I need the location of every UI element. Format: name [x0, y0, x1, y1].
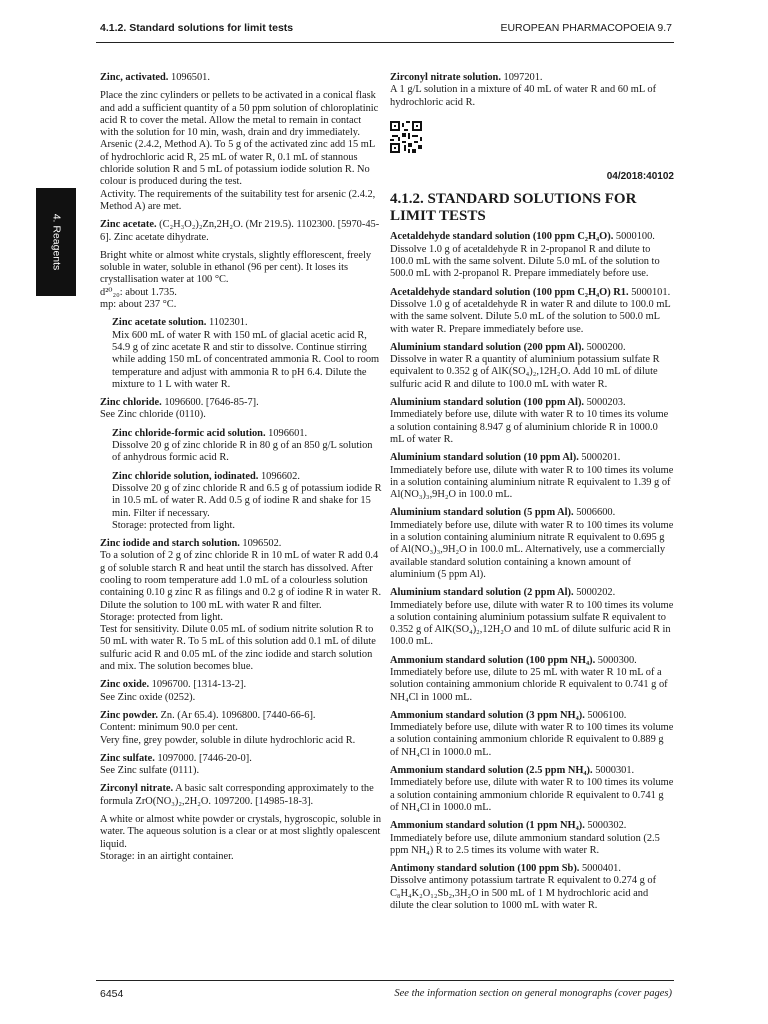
footer-rule — [96, 980, 674, 981]
reagent-entry-heading — [390, 587, 674, 599]
section-thumb-tab — [36, 188, 76, 296]
reagent-entry-text: Immediately before use, dilute ammonium standard solution (2.5 ppm NH₄) R to 2.5 times its volume with water R. — [390, 832, 660, 856]
reagent-code: 5000202. — [573, 587, 616, 599]
reagent-name: Antimony standard solution (100 ppm Sb). — [390, 863, 580, 875]
running-header-publication: EUROPEAN PHARMACOPOEIA 9.7 — [500, 22, 672, 34]
reagent-entry-heading — [100, 710, 382, 722]
reagent-entry-text: Dissolve 1.0 g of acetaldehyde R in water R and dilute to 100.0 mL with the same solvent. Dilute 5.0 mL of the solution to 500.0 mL with water R. Prepare immediately before use. — [390, 298, 671, 335]
reagent-code: 1096601. — [265, 427, 308, 439]
reagent-entry-text: Storage: protected from light. — [112, 519, 235, 531]
reagent-name: Ammonium standard solution (2.5 ppm NH₄). — [390, 765, 593, 777]
reagent-entry-text: Storage: protected from light. — [100, 611, 223, 623]
reagent-name: Aluminium standard solution (5 ppm Al). — [390, 507, 574, 519]
reagent-entry-text: Immediately before use, dilute with water R to 100 times its volume in a solution containing aluminium nitrate R equivalent to 1.39 g of Al(NO₃)₃,9H₂O in 100.0 mL. — [390, 464, 674, 501]
reagent-entry-text: Dissolve 20 g of zinc chloride R and 6.5 g of potassium iodide R in 10.5 mL of water R. Add 0.5 g of iodine R and shake for 15 min. Filter if necessary. — [112, 482, 382, 519]
reagent-name: Aluminium standard solution (100 ppm Al). — [390, 397, 585, 409]
reagent-entry-text: See Zinc oxide (0252). — [100, 691, 196, 703]
reagent-code: 5000401. — [579, 863, 621, 875]
reagent-entry-text: Very fine, grey powder, soluble in dilute hydrochloric acid R. — [100, 734, 356, 746]
reagent-code: 1096502. — [239, 538, 282, 550]
reagent-code: 5006100. — [584, 709, 627, 721]
reagent-code: 5000301. — [592, 765, 635, 777]
reagent-name: Zinc oxide. — [100, 679, 150, 691]
reagent-code: 1097201. — [500, 72, 543, 83]
reagent-code: 5000201. — [578, 452, 621, 464]
reagent-name: Zinc, activated. — [100, 72, 169, 83]
reagent-entry-text: Dissolve antimony potassium tartrate R equivalent to 0.274 g of C₈H₄K₂O₁₂Sb₂,3H₂O in 500 mL of 1 M hydrochloric acid and dilute the clear solution to 1000 mL with water R. — [390, 875, 657, 912]
reagent-entry-heading — [100, 753, 382, 765]
section-heading: 4.1.2. STANDARD SOLUTIONS FOR LIMIT TESTS — [390, 191, 637, 225]
reagent-entry-heading — [390, 863, 674, 875]
reagent-code: 5000100. — [613, 231, 655, 243]
reagent-entry-text: Dissolve in water R a quantity of aluminium potassium sulfate R equivalent to 0.352 g of AlK(SO₄)₂,12H₂O. Add 10 mL of dilute sulfuric acid R and dilute to 100.0 mL with water R. — [390, 354, 660, 390]
reagent-name: Ammonium standard solution (1 ppm NH₄). — [390, 820, 585, 832]
reagent-entry-heading — [390, 72, 674, 84]
reagent-entry-text: Test for sensitivity. Dilute 0.05 mL of sodium nitrite solution R to 50 mL with water R. To 5 mL of this solution add 0.1 mL of dilute sulfuric acid R and 0.05 mL of the zinc iodide and starch solution and mix. The solution becomes blue. — [100, 624, 376, 673]
reagent-entry-text: See Zinc sulfate (0111). — [100, 765, 200, 777]
reagent-entry-text: Arsenic (2.4.2, Method A). To 5 g of the activated zinc add 15 mL of hydrochloric acid R, 25 mL of water R, 0.1 mL of stannous chloride solution R and 5 mL of potassium iodide solution R. No colour is produced during the test. — [100, 139, 375, 188]
reagent-entry-heading — [100, 428, 382, 440]
reagent-entry-heading — [390, 397, 674, 409]
reagent-entry-heading — [390, 820, 674, 832]
reagent-name: Zinc sulfate. — [100, 752, 155, 764]
section-thumb-label: 4. Reagents — [50, 213, 62, 271]
reagent-name: Acetaldehyde standard solution (100 ppm C₂H₄O). — [390, 231, 614, 243]
reagent-name: Zirconyl nitrate solution. — [390, 72, 501, 83]
reagent-name: Ammonium standard solution (3 ppm NH₄). — [390, 709, 585, 721]
reagent-name: Ammonium standard solution (100 ppm NH₄). — [390, 654, 596, 666]
reagent-entry-heading — [390, 452, 674, 464]
reagent-entry-heading — [100, 219, 382, 244]
running-header-title: 4.1.2. Standard solutions for limit tests — [100, 22, 294, 34]
reagent-entry-text: Dissolve 1.0 g of acetaldehyde R in 2-propanol R and dilute to 100.0 mL with the same solvent. Dilute 5.0 mL of the solution to 500.0 mL with 2-propanol R. Prepare immediately before use. — [390, 243, 660, 280]
reagent-code: 1096600. [7646-85-7]. — [161, 397, 259, 409]
reagent-entry-text: Place the zinc cylinders or pellets to be activated in a conical flask and add a sufficient quantity of a 50 ppm solution of chloroplatinic acid R to cover the metal. Allow the metal to remain in contact with the solution for 10 min, wash, drain and dry immediately. — [100, 90, 379, 139]
reagent-entry-heading — [390, 287, 674, 299]
right-column-top — [390, 72, 674, 109]
reagent-entry-heading — [100, 397, 382, 409]
reagent-entry-heading — [100, 679, 382, 691]
reagent-entry-heading — [100, 538, 382, 550]
reagent-name: Zinc acetate. — [100, 219, 157, 231]
reagent-name: Acetaldehyde standard solution (100 ppm C₂H₄O) R1. — [390, 286, 629, 298]
reagent-entry-heading — [100, 471, 382, 483]
qr-code-icon — [390, 121, 422, 153]
reagent-name: Zirconyl nitrate. — [100, 783, 174, 795]
reagent-name: Zinc powder. — [100, 709, 158, 721]
reagent-entry-text: See Zinc chloride (0110). — [100, 409, 206, 421]
reagent-entry-text: Activity. The requirements of the suitability test for arsenic (2.4.2, Method A) are met. — [100, 188, 376, 212]
reagent-entry-text: Immediately before use, dilute with water R to 100 times its volume a solution containing ammonium chloride R equivalent to 0.741 g of NH₄Cl in 1000.0 mL. — [390, 777, 674, 813]
reagent-entry-heading — [100, 783, 382, 808]
header-rule — [96, 42, 674, 43]
reagent-name: Aluminium standard solution (2 ppm Al). — [390, 587, 574, 599]
reagent-name: Zinc chloride-formic acid solution. — [112, 427, 266, 439]
reagent-entry-text: To a solution of 2 g of zinc chloride R in 10 mL of water R add 0.4 g of soluble starch R and heat until the starch has dissolved. After cooling to room temperature add 1.0 mL of a colourless solution containing 0.10 g zinc R as filings and 0.2 g of iodine R in water R. Dilute the solution to 100 mL with water R and filter. — [100, 550, 382, 611]
reagent-name: Zinc chloride. — [100, 397, 162, 409]
reagent-code: 1097000. [7446-20-0]. — [154, 752, 252, 764]
reagent-entry-text: Immediately before use, dilute with water R to 100 times its volume a solution containing ammonium chloride R equivalent to 0.889 g of NH₄Cl in 1000.0 mL. — [390, 722, 674, 758]
reagent-name: Zinc iodide and starch solution. — [100, 538, 240, 550]
reagent-code: 1096700. [1314-13-2]. — [149, 679, 247, 691]
reagent-entry-heading — [100, 317, 382, 329]
reagent-name: Zinc chloride solution, iodinated. — [112, 470, 259, 482]
reagent-entry-heading — [390, 710, 674, 722]
left-column — [100, 72, 382, 869]
reagent-code: 5000302. — [584, 820, 627, 832]
reagent-entry-text: Content: minimum 90.0 per cent. — [100, 722, 238, 734]
reagent-entry-text: Immediately before use, dilute with water R to 10 times its volume a solution containing 8.947 g of aluminium chloride R in 1000.0 mL of water R. — [390, 409, 669, 445]
reagent-entry-text: Bright white or almost white crystals, slightly efflorescent, freely soluble in water, soluble in ethanol (96 per cent). It loses its crystallisation water at 100 °C. — [100, 249, 372, 286]
reagent-name: Aluminium standard solution (200 ppm Al). — [390, 341, 585, 353]
reagent-entry-text: Immediately before use, dilute with water R to 100 times its volume in a solution containing aluminium nitrate R equivalent to 0.695 g of Al(NO₃)₃,9H₂O in 100.0 mL. Alternatively, use a commercially available standard solution containing a known amount of aluminium (5 ppm Al). — [390, 519, 674, 580]
page-number: 6454 — [100, 988, 124, 1000]
reagent-code: 1102301. — [206, 317, 248, 329]
monograph-reference-code: 04/2018:40102 — [606, 171, 674, 183]
footer-note: See the information section on general monographs (cover pages) — [394, 988, 672, 999]
reagent-entry-text: Immediately before use, dilute to 25 mL with water R 10 mL of a solution containing ammonium chloride R equivalent to 0.741 g of NH₄Cl in 1000 mL. — [390, 666, 668, 703]
reagent-name: Zinc acetate solution. — [112, 317, 207, 329]
reagent-entry-heading — [390, 655, 674, 667]
reagent-entry-heading — [390, 507, 674, 519]
reagent-entry-heading — [390, 231, 674, 243]
reagent-entry-heading — [390, 342, 674, 354]
reagent-code: 1096501. — [168, 72, 210, 83]
reagent-entry-text: A 1 g/L solution in a mixture of 40 mL of water R and 60 mL of hydrochloric acid R. — [390, 84, 657, 108]
right-column-entries — [390, 231, 674, 912]
reagent-entry-text: d²⁰₂₀: about 1.735. — [100, 286, 177, 298]
reagent-entry-text: Dissolve 20 g of zinc chloride R in 80 g of an 850 g/L solution of anhydrous formic acid R. — [112, 440, 373, 464]
reagent-code: 5006600. — [573, 507, 616, 519]
reagent-code: Zn. (Ar 65.4). 1096800. [7440-66-6]. — [157, 709, 316, 721]
reagent-code: 5000203. — [584, 397, 626, 409]
reagent-code: 5000101. — [628, 286, 671, 298]
reagent-code: (C₂H₃O₂)₂Zn,2H₂O. (Mr 219.5). 1102300. [5970-45-6]. Zinc acetate dihydrate. — [100, 219, 380, 243]
reagent-entry-heading — [100, 72, 382, 84]
reagent-entry-text: Mix 600 mL of water R with 150 mL of glacial acetic acid R, 54.9 g of zinc acetate R and stir to dissolve. Continue stirring while adding 150 mL of concentrated ammonia R. Cool to room temperature and adjust with ammonia R to pH 6.4. Dilute the mixture to 1 L with water R. — [112, 329, 380, 390]
reagent-code: A basic salt corresponding approximately to the formula ZrO(NO₃)₂,2H₂O. 1097200. [14985-18-3]. — [100, 783, 374, 807]
reagent-code: 1096602. — [258, 470, 300, 482]
reagent-entry-text: mp: about 237 °C. — [100, 299, 177, 311]
reagent-name: Aluminium standard solution (10 ppm Al). — [390, 452, 579, 464]
reagent-entry-text: A white or almost white powder or crystals, hygroscopic, soluble in water. The aqueous solution is a clear or at most slightly opalescent liquid. — [100, 814, 382, 850]
reagent-entry-heading — [390, 765, 674, 777]
reagent-code: 5000200. — [584, 341, 626, 353]
right-column — [390, 72, 674, 918]
reagent-code: 5000300. — [595, 654, 637, 666]
reagent-entry-text: Storage: in an airtight container. — [100, 850, 234, 862]
reagent-entry-text: Immediately before use, dilute with water R to 100 times its volume a solution containing aluminium potassium sulfate R equivalent to 0.352 g of AlK(SO₄)₂,12H₂O and 10 mL of dilute sulfuric acid R in 100.0 mL. — [390, 599, 674, 648]
